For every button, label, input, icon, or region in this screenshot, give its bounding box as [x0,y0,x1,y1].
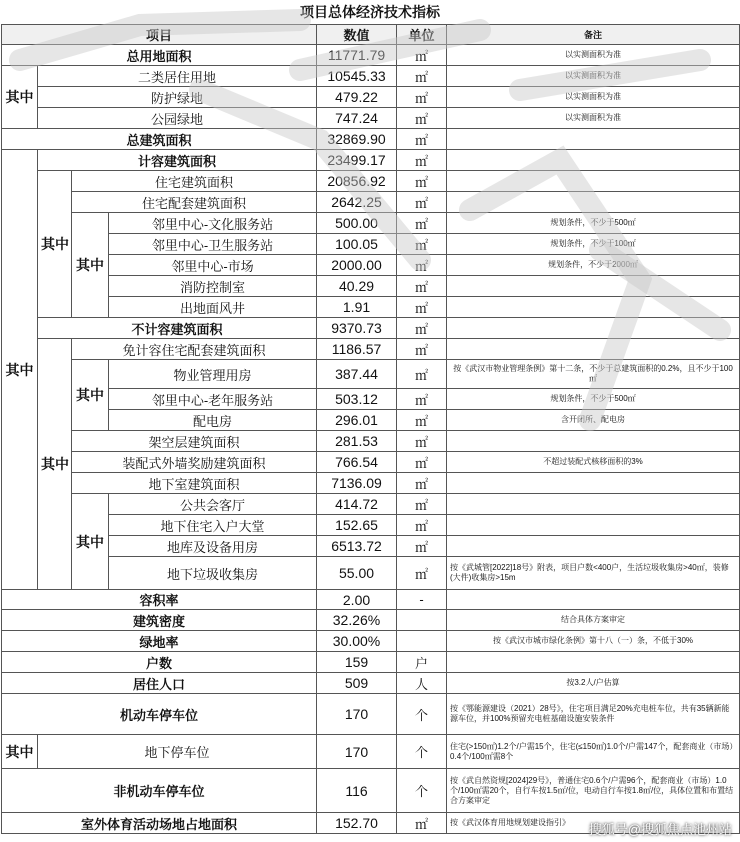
row-item: 防护绿地 [38,87,317,108]
table-row [2,536,740,557]
table-row [2,652,740,673]
row-unit: ㎡ [397,129,447,150]
row-item: 绿地率 [2,631,317,652]
table-row [2,735,740,769]
row-item: 计容建筑面积 [38,150,317,171]
table-row [2,431,740,452]
row-note [447,590,740,610]
row-unit: 个 [397,694,447,735]
row-note: 按《武汉体育用地规划建设指引》 [447,813,740,834]
row-unit: ㎡ [397,473,447,494]
row-item: 架空层建筑面积 [72,431,317,452]
group-label: 其中 [2,735,38,769]
table-row [2,360,740,389]
row-note: 以实测面积为准 [447,108,740,129]
row-value: 2642.25 [317,192,397,213]
table-row [2,410,740,431]
row-note [447,652,740,673]
row-note [447,297,740,318]
row-value: 170 [317,694,397,735]
group-label: 其中 [72,494,109,590]
row-item: 非机动车停车位 [2,769,317,813]
row-unit: ㎡ [397,234,447,255]
row-unit: ㎡ [397,410,447,431]
row-unit: ㎡ [397,276,447,297]
row-unit: ㎡ [397,813,447,834]
row-item: 建筑密度 [2,610,317,631]
row-note: 按3.2人/户估算 [447,673,740,694]
row-value: 1.91 [317,297,397,318]
table-row [2,276,740,297]
row-note [447,129,740,150]
header-value: 数值 [317,25,397,45]
watermark-text: 搜狐号@搜狐焦点池州站 [588,822,732,837]
row-item: 物业管理用房 [109,360,317,389]
row-value: 116 [317,769,397,813]
row-unit: 个 [397,769,447,813]
row-note: 按《武汉市城市绿化条例》第十八（一）条，不低于30% [447,631,740,652]
row-unit: ㎡ [397,339,447,360]
table-row [2,45,740,66]
row-item: 总用地面积 [2,45,317,66]
row-note: 不超过装配式核移面积的3% [447,452,740,473]
row-item: 出地面风井 [109,297,317,318]
row-item: 配电房 [109,410,317,431]
group-label: 其中 [38,171,72,318]
row-item: 地下室建筑面积 [72,473,317,494]
table-row [2,192,740,213]
row-value: 2.00 [317,590,397,610]
row-value: 281.53 [317,431,397,452]
row-item: 户数 [2,652,317,673]
row-note: 按《武自然资规[2024]29号》，普通住宅0.6个/户需96个，配套商业（市场）1.0个/100㎡需20个，自行车按1.5㎡/位，电动自行车按1.8㎡/位，具体位置和布置结合方案审定 [447,769,740,813]
row-unit: 人 [397,673,447,694]
row-item: 容积率 [2,590,317,610]
row-item: 地库及设备用房 [109,536,317,557]
table-row [2,494,740,515]
row-unit: ㎡ [397,494,447,515]
row-value: 10545.33 [317,66,397,87]
row-item: 住宅配套建筑面积 [72,192,317,213]
row-unit: ㎡ [397,297,447,318]
row-value: 20856.92 [317,171,397,192]
row-item: 消防控制室 [109,276,317,297]
table-row [2,213,740,234]
row-value: 6513.72 [317,536,397,557]
row-unit: ㎡ [397,255,447,276]
row-item: 地下停车位 [38,735,317,769]
table-row [2,610,740,631]
table-row [2,389,740,410]
row-note [447,150,740,171]
row-unit [397,631,447,652]
row-item: 邻里中心-文化服务站 [109,213,317,234]
row-value: 32869.90 [317,129,397,150]
row-unit: ㎡ [397,452,447,473]
table-row [2,234,740,255]
row-unit: ㎡ [397,389,447,410]
row-value: 100.05 [317,234,397,255]
row-unit: 户 [397,652,447,673]
row-unit: ㎡ [397,171,447,192]
table-row [2,87,740,108]
row-value: 11771.79 [317,45,397,66]
table-row [2,255,740,276]
row-item: 邻里中心-市场 [109,255,317,276]
row-unit: ㎡ [397,192,447,213]
row-note: 含开闭所、配电房 [447,410,740,431]
row-item: 公园绿地 [38,108,317,129]
row-unit: ㎡ [397,360,447,389]
table-row [2,318,740,339]
group-label: 其中 [72,360,109,431]
row-note [447,192,740,213]
header-note: 备注 [447,25,740,45]
header-row [2,25,740,45]
row-note: 按《武城管[2022]18号》附表，项目户数<400户，生活垃圾收集房>40㎡，装修(大件)收集房>15m [447,557,740,590]
header-unit: 单位 [397,25,447,45]
table-row [2,557,740,590]
row-value: 32.26% [317,610,397,631]
group-label: 其中 [2,66,38,129]
row-note: 按《鄂能源建设（2021）28号》，住宅项目满足20%充电桩车位，共有35辆新能源车位，并100%预留充电桩基础设施安装条件 [447,694,740,735]
row-value: 766.54 [317,452,397,473]
row-item: 邻里中心-卫生服务站 [109,234,317,255]
table-row [2,769,740,813]
row-item: 装配式外墙奖励建筑面积 [72,452,317,473]
table-row [2,631,740,652]
row-unit: ㎡ [397,45,447,66]
row-note [447,276,740,297]
row-value: 55.00 [317,557,397,590]
row-unit: ㎡ [397,431,447,452]
row-note: 规划条件，不少于2000㎡ [447,255,740,276]
header-item: 项目 [2,25,317,45]
row-value: 509 [317,673,397,694]
table-row [2,171,740,192]
row-note [447,431,740,452]
row-note: 结合具体方案审定 [447,610,740,631]
row-value: 170 [317,735,397,769]
row-item: 不计容建筑面积 [38,318,317,339]
row-note: 规划条件，不少于500㎡ [447,213,740,234]
row-unit: ㎡ [397,318,447,339]
table-row [2,452,740,473]
table-row [2,515,740,536]
row-value: 7136.09 [317,473,397,494]
row-value: 9370.73 [317,318,397,339]
row-item: 室外体育活动场地占地面积 [2,813,317,834]
table-row [2,150,740,171]
row-unit: ㎡ [397,536,447,557]
row-value: 747.24 [317,108,397,129]
row-value: 40.29 [317,276,397,297]
table-row [2,339,740,360]
row-note [447,494,740,515]
row-unit: - [397,590,447,610]
row-value: 1186.57 [317,339,397,360]
table-row [2,673,740,694]
row-item: 总建筑面积 [2,129,317,150]
row-unit [397,610,447,631]
row-item: 邻里中心-老年服务站 [109,389,317,410]
row-item: 机动车停车位 [2,694,317,735]
group-label: 其中 [38,339,72,590]
row-value: 387.44 [317,360,397,389]
table-row [2,66,740,87]
row-value: 23499.17 [317,150,397,171]
row-unit: ㎡ [397,108,447,129]
row-value: 152.65 [317,515,397,536]
row-value: 500.00 [317,213,397,234]
row-item: 地下住宅入户大堂 [109,515,317,536]
row-note [447,515,740,536]
row-unit: ㎡ [397,150,447,171]
table-title: 项目总体经济技术指标 [300,4,440,20]
row-note: 以实测面积为准 [447,87,740,108]
row-value: 414.72 [317,494,397,515]
row-unit: 个 [397,735,447,769]
row-item: 地下垃圾收集房 [109,557,317,590]
row-value: 30.00% [317,631,397,652]
group-label: 其中 [72,213,109,318]
indicator-table [1,24,740,834]
row-value: 2000.00 [317,255,397,276]
row-unit: ㎡ [397,515,447,536]
row-unit: ㎡ [397,87,447,108]
row-note: 住宅(>150㎡)1.2个/户需15个，住宅(≤150㎡)1.0个/户需147个，配套商业（市场）0.4个/100㎡需8个 [447,735,740,769]
row-item: 公共会客厅 [109,494,317,515]
row-unit: ㎡ [397,557,447,590]
row-item: 二类居住用地 [38,66,317,87]
row-note [447,473,740,494]
row-item: 免计容住宅配套建筑面积 [72,339,317,360]
table-row [2,129,740,150]
row-note: 以实测面积为准 [447,66,740,87]
row-unit: ㎡ [397,66,447,87]
row-item: 住宅建筑面积 [72,171,317,192]
row-note [447,318,740,339]
row-note: 以实测面积为准 [447,45,740,66]
row-note [447,536,740,557]
row-item: 居住人口 [2,673,317,694]
table-row [2,694,740,735]
table-row [2,473,740,494]
row-value: 152.70 [317,813,397,834]
row-note [447,171,740,192]
row-value: 296.01 [317,410,397,431]
row-note: 按《武汉市物业管理条例》第十二条，不少于总建筑面积的0.2%，且不少于100㎡ [447,360,740,389]
row-note: 规划条件，不少于100㎡ [447,234,740,255]
row-note [447,339,740,360]
row-value: 479.22 [317,87,397,108]
row-unit: ㎡ [397,213,447,234]
table-row [2,108,740,129]
row-value: 159 [317,652,397,673]
group-label: 其中 [2,150,38,590]
row-value: 503.12 [317,389,397,410]
table-row [2,590,740,610]
table-row [2,297,740,318]
row-note: 规划条件，不少于500㎡ [447,389,740,410]
